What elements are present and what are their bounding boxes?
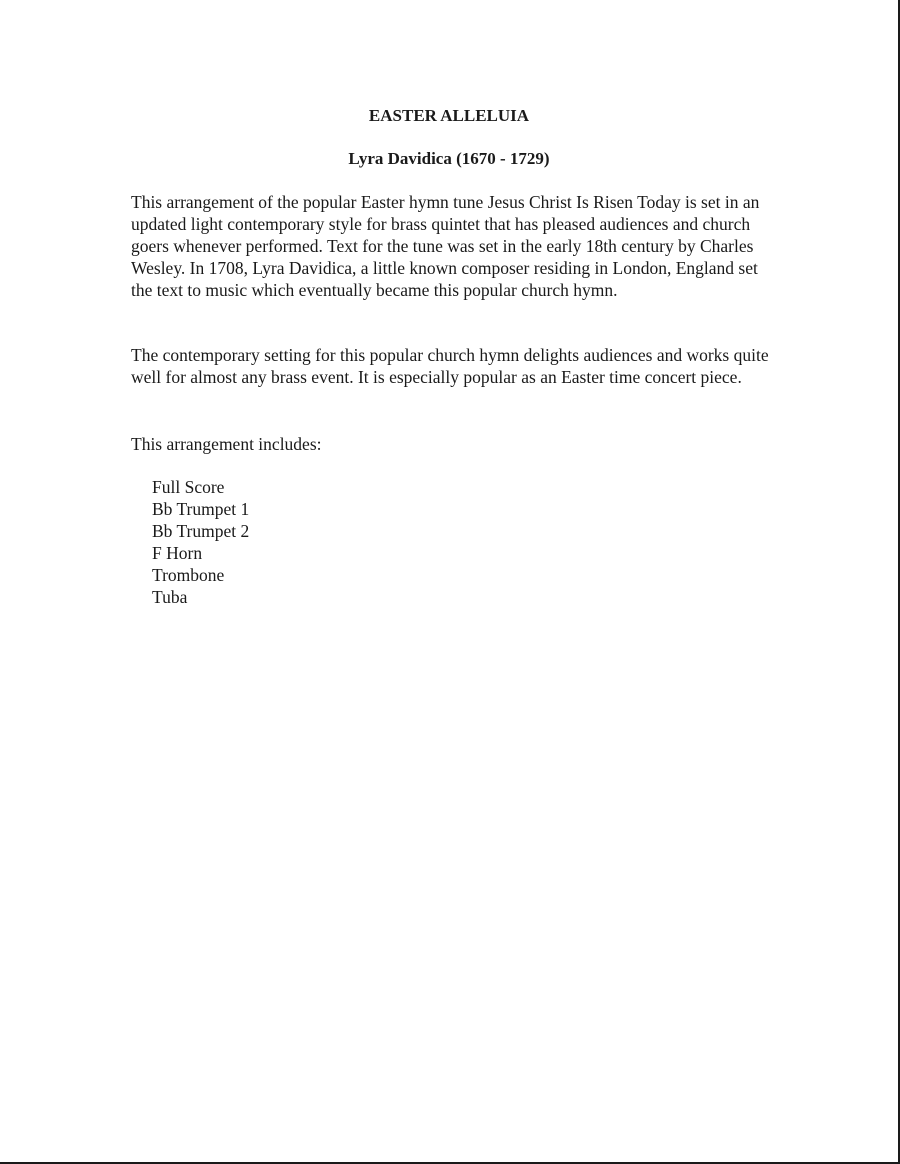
document-title: EASTER ALLELUIA [368,106,530,125]
part-item-trombone: Trombone [152,565,225,585]
part-item-f-horn: F Horn [152,543,203,563]
description-paragraph: This arrangement of the popular Easter hymn tune Jesus Christ Is Risen Today is set in an updated light contemporary style for brass quintet that has pleased audiences and church goers whenever performed. Text for the tune was set in the early 18th century by Charles Wesley. In 1708, Lyra Davidica, a little known composer residing in London, England set the text to music which eventually became this popular church hymn. [131,192,760,300]
setting-paragraph: The contemporary setting for this popular church hymn delights audiences and works quite well for almost any brass event. It is especially popular as an Easter time concert piece. [131,345,769,387]
part-item-full-score: Full Score [152,477,225,497]
composer-subtitle: Lyra Davidica (1670 - 1729) [348,149,550,168]
parts-list [152,476,249,608]
part-item-bb-trumpet-2: Bb Trumpet 2 [152,521,250,541]
includes-heading: This arrangement includes: [131,434,322,454]
part-item-bb-trumpet-1: Bb Trumpet 1 [152,499,250,519]
part-item-tuba: Tuba [152,587,188,607]
